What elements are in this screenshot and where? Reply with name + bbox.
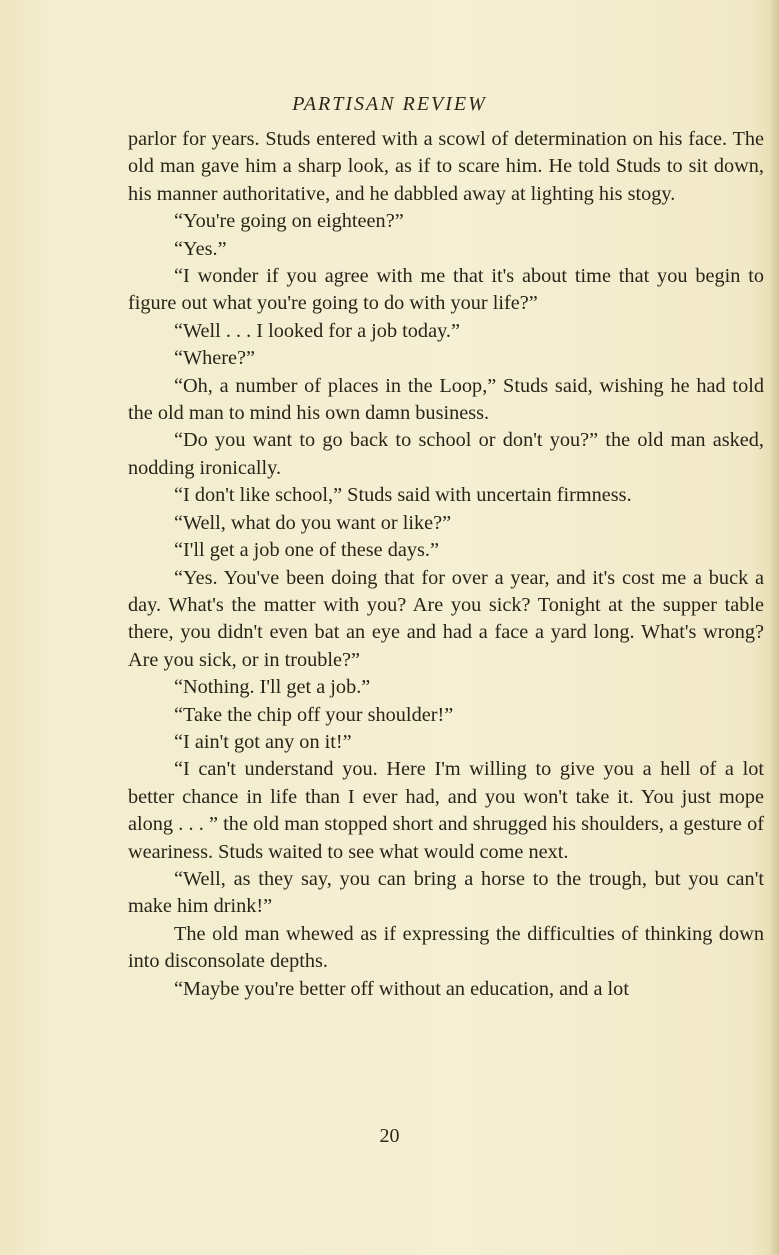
- paragraph: “Take the chip off your shoulder!”: [174, 703, 454, 726]
- running-head: PARTISAN REVIEW: [292, 93, 487, 115]
- page-edge-shadow: [769, 0, 779, 1255]
- body-text: [128, 126, 764, 1003]
- paragraph: “Well . . . I looked for a job today.”: [174, 319, 460, 342]
- paragraph: “Well, what do you want or like?”: [174, 511, 452, 534]
- paragraph: “I can't understand you. Here I'm willing to give you a hell of a lot better chance in life than I ever had, and you won't take it. You just mope along . . . ” the old man stopped short and shrugged his shoulders, a gesture of weariness. Studs waited to see what would come next.: [128, 758, 764, 863]
- paragraph: “Yes.”: [174, 237, 227, 260]
- paragraph: “You're going on eighteen?”: [174, 210, 404, 233]
- paragraph: “Oh, a number of places in the Loop,” Studs said, wishing he had told the old man to mind his own damn business.: [128, 374, 764, 425]
- paragraph: “I wonder if you agree with me that it's about time that you begin to figure out what you're going to do with your life?”: [128, 265, 764, 315]
- paragraph: “I don't like school,” Studs said with uncertain firmness.: [174, 484, 632, 507]
- page-number: 20: [379, 1125, 400, 1147]
- paragraph: The old man whewed as if expressing the difficulties of thinking down into disconsolate depths.: [128, 922, 764, 973]
- paragraph: “I'll get a job one of these days.”: [174, 539, 439, 562]
- paragraph: “Nothing. I'll get a job.”: [174, 676, 371, 699]
- paragraph: “Do you want to go back to school or don't you?” the old man asked, nodding ironically.: [128, 429, 764, 479]
- paragraph: “Maybe you're better off without an education, and a lot: [174, 977, 629, 1000]
- paragraph: “Yes. You've been doing that for over a year, and it's cost me a buck a day. What's the matter with you? Are you sick? Tonight at the supper table there, you didn't even bat an eye and had a face a yard long. What's wrong? Are you sick, or in trouble?”: [128, 566, 764, 671]
- paragraph: “Where?”: [174, 347, 256, 370]
- paragraph: “I ain't got any on it!”: [174, 730, 352, 753]
- paragraph: “Well, as they say, you can bring a horse to the trough, but you can't make him drink!”: [128, 867, 764, 918]
- paragraph: parlor for years. Studs entered with a scowl of determination on his face. The old man gave him a sharp look, as if to scare him. He told Studs to sit down, his manner authoritative, and he dabbled away at lighting his stogy.: [128, 128, 764, 205]
